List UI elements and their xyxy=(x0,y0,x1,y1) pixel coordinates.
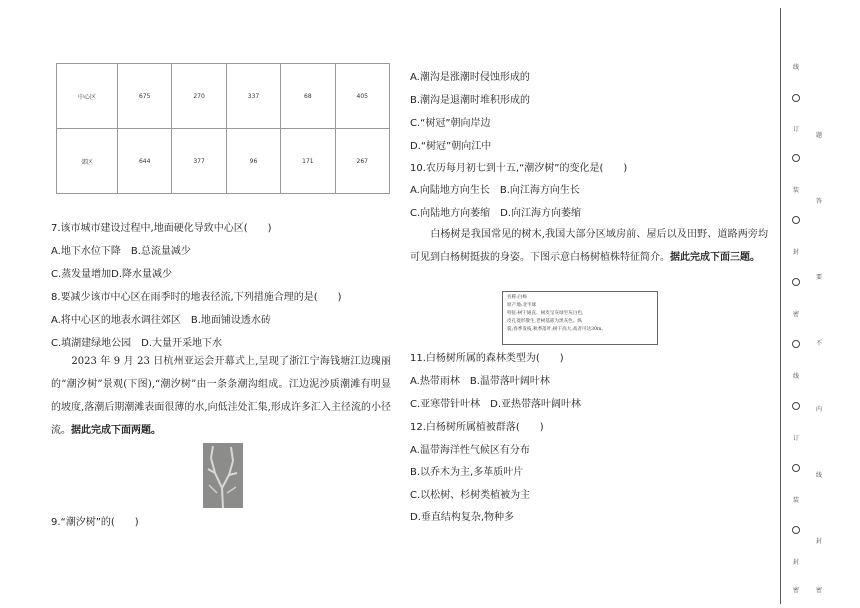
binding-char: 线 xyxy=(793,64,800,71)
binding-note-char: 要 xyxy=(816,274,823,281)
question-10-options-cd: C.向陆地方向萎缩 D.向江海方向萎缩 xyxy=(410,208,582,219)
binding-note-char: 线 xyxy=(816,472,823,479)
question-12-option-a: A.温带海洋性气候区有分布 xyxy=(410,445,530,456)
info-line: 名称:白杨 xyxy=(507,295,527,300)
poplar-info-card xyxy=(502,291,658,345)
binding-char: 装 xyxy=(793,187,800,194)
binding-hole-icon xyxy=(792,216,800,224)
table-row xyxy=(57,129,390,194)
binding-hole-icon xyxy=(792,402,800,410)
binding-hole-icon xyxy=(792,154,800,162)
binding-note-char: 答 xyxy=(816,198,823,205)
binding-line xyxy=(780,8,781,604)
question-7-options-ab: A.地下水位下降 B.总流量减少 xyxy=(51,246,191,257)
binding-note-char: 不 xyxy=(816,340,823,347)
question-9: 9.“潮汐树”的( ) xyxy=(51,517,139,528)
question-11: 11.白杨树所属的森林类型为( ) xyxy=(410,353,564,364)
binding-char: 装 xyxy=(793,497,800,504)
table-cell: 171 xyxy=(281,129,335,194)
passage-tidal-tree-text: 2023 年 9 月 23 日杭州亚运会开幕式上,呈现了浙江宁海钱塘江边瑰丽的“潮汐树”景观(下图),“潮汐树”由一条条潮沟组成。江边泥沙质潮滩有明显的坡度,落潮后期潮滩表面很薄的水,向低洼处汇集,形成许多汇入主径流的小径流。 xyxy=(51,356,391,436)
binding-char: 密 xyxy=(793,311,800,318)
passage-tidal-tree-instruction: 据此完成下面两题。 xyxy=(71,425,161,436)
question-8: 8.要减少该市中心区在雨季时的地表径流,下列措施合理的是( ) xyxy=(51,292,342,303)
question-12-option-b: B.以乔木为主,多革质叶片 xyxy=(410,467,524,478)
passage-poplar-instruction: 据此完成下面三题。 xyxy=(670,252,760,263)
info-line: 原产地:北半球 xyxy=(507,303,537,308)
binding-char: 密 xyxy=(793,587,800,594)
binding-hole-icon xyxy=(792,526,800,534)
question-8-options-cd: C.填湖建绿地公园 D.大量开采地下水 xyxy=(51,338,223,349)
binding-hole-icon xyxy=(792,464,800,472)
info-line: 特征:树干通直、树皮呈灰绿至灰白色, xyxy=(507,311,584,316)
question-11-options-cd: C.亚寒带针叶林 D.亚热带落叶阔叶林 xyxy=(410,399,582,410)
table-cell: 337 xyxy=(226,64,280,129)
question-12-option-c: C.以松树、杉树类植被为主 xyxy=(410,490,531,501)
table-cell: 377 xyxy=(172,129,226,194)
binding-note-char: 内 xyxy=(816,406,823,413)
binding-char: 线 xyxy=(793,373,800,380)
binding-note-char: 密 xyxy=(816,587,823,594)
table-cell: 405 xyxy=(335,64,389,129)
table-cell: 270 xyxy=(172,64,226,129)
binding-char: 封 xyxy=(793,559,800,566)
row-label: 郊区 xyxy=(57,129,118,194)
info-line: 裂;春季发枝,秋季落叶;树干高大,高者可达30m。 xyxy=(507,327,606,332)
binding-note-char: 封 xyxy=(816,538,823,545)
binding-char: 封 xyxy=(793,249,800,256)
q9-option-a: A.潮沟是涨潮时侵蚀形成的 xyxy=(410,72,530,83)
question-10-options-ab: A.向陆地方向生长 B.向江海方向生长 xyxy=(410,185,580,196)
binding-hole-icon xyxy=(792,278,800,286)
question-10: 10.农历每月初七到十五,“潮汐树”的变化是( ) xyxy=(410,163,628,174)
table-row xyxy=(57,64,390,129)
table-cell: 267 xyxy=(335,129,389,194)
binding-char: 订 xyxy=(793,435,800,442)
q9-option-c: C.“树冠”朝向岸边 xyxy=(410,118,491,129)
binding-char: 订 xyxy=(793,126,800,133)
binding-hole-icon xyxy=(792,340,800,348)
binding-hole-icon xyxy=(792,94,800,102)
passage-tidal-tree xyxy=(51,350,391,442)
data-table xyxy=(56,63,390,194)
q9-option-b: B.潮沟是退潮时堆积形成的 xyxy=(410,95,531,106)
q9-option-d: D.“树冠”朝向江中 xyxy=(410,141,492,152)
tidal-tree-photo xyxy=(203,443,243,508)
question-12: 12.白杨树所属植被群落( ) xyxy=(410,422,544,433)
passage-poplar-text: 白杨树是我国常见的树木,我国大部分区域房前、屋后以及田野、道路两旁均可见到白杨树挺拔的身姿。下图示意白杨树植株特征简介。 xyxy=(410,229,768,263)
passage-poplar xyxy=(410,223,768,269)
table-cell: 675 xyxy=(118,64,172,129)
row-label: 中心区 xyxy=(57,64,118,129)
table-cell: 644 xyxy=(118,129,172,194)
table-cell: 68 xyxy=(281,64,335,129)
info-line: 皮孔菱形散生,老树基部为黑灰色。纵 xyxy=(507,319,582,324)
binding-note-char: 题 xyxy=(816,132,823,139)
question-7-options-cd: C.蒸发量增加D.降水量减少 xyxy=(51,269,173,280)
question-8-options-ab: A.将中心区的地表水调往郊区 B.地面铺设透水砖 xyxy=(51,315,271,326)
question-12-option-d: D.垂直结构复杂,物种多 xyxy=(410,512,515,523)
question-7: 7.该市城市建设过程中,地面硬化导致中心区( ) xyxy=(51,223,272,234)
question-11-options-ab: A.热带雨林 B.温带落叶阔叶林 xyxy=(410,376,550,387)
table-cell: 96 xyxy=(226,129,280,194)
